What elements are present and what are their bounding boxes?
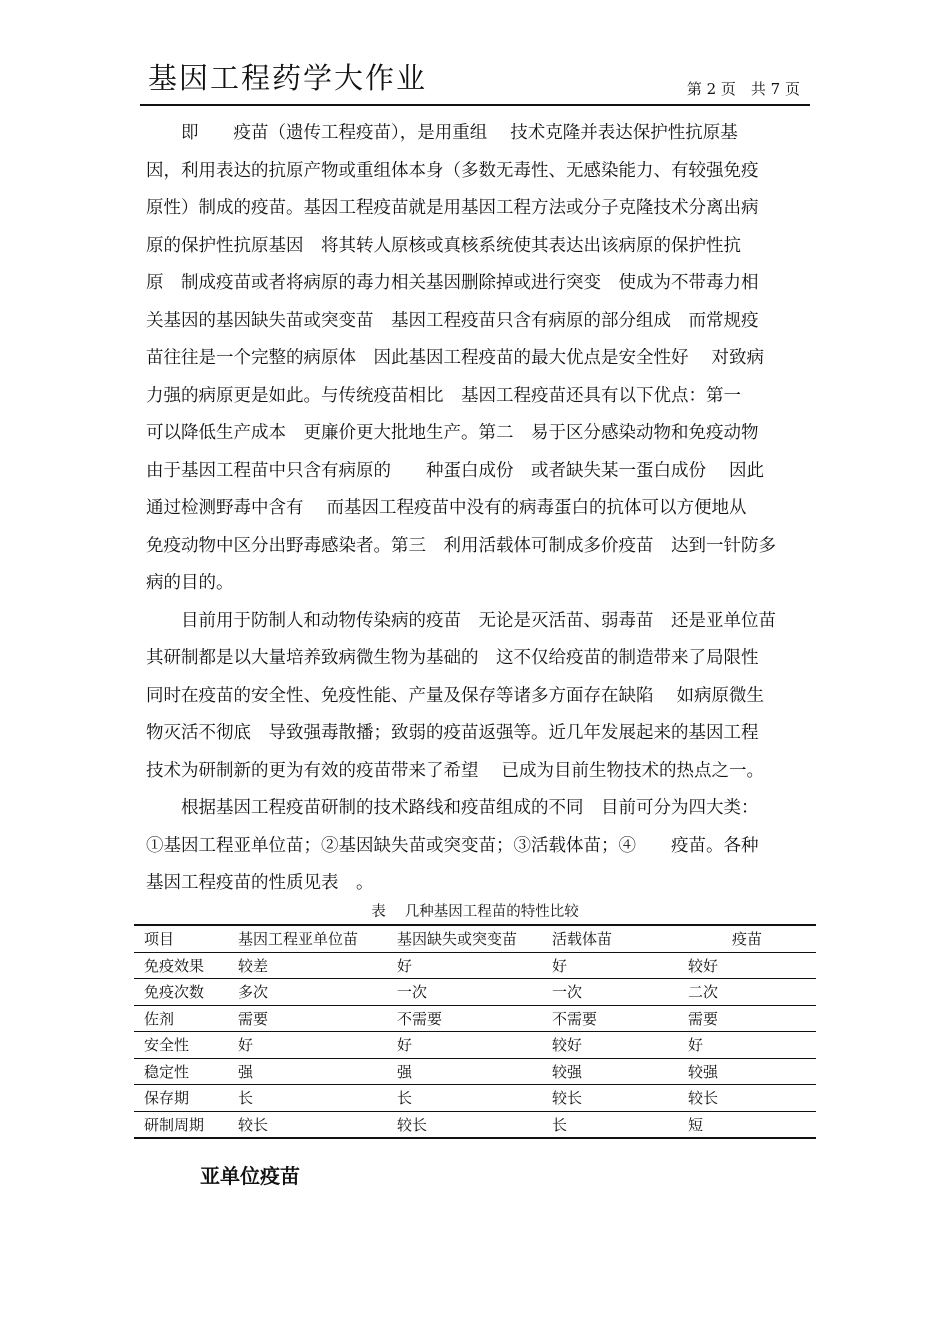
column-header: 基因缺失或突变苗 [387,925,542,952]
table-row [134,979,816,1006]
text-line: 通过检测野毒中含有 而基因工程疫苗中没有的病毒蛋白的抗体可以方便地从 [146,498,747,518]
table-cell: 短 [678,1111,816,1138]
section-heading: 亚单位疫苗 [200,1164,300,1188]
text-line: 原 制成疫苗或者将病原的毒力相关基因删除掉或进行突变 使成为不带毒力相 [146,273,759,293]
table-cell: 长 [228,1085,387,1112]
table-cell: 需要 [228,1005,387,1032]
text-line: 物灭活不彻底 导致强毒散播；致弱的疫苗返强等。近几年发展起来的基因工程 [146,723,759,743]
table-row [134,1111,816,1138]
table-cell: 安全性 [134,1032,228,1059]
table-cell: 二次 [678,979,816,1006]
table-cell: 多次 [228,979,387,1006]
table-cell: 免疫效果 [134,952,228,979]
text-line: 原的保护性抗原基因 将其转人原核或真核系统使其表达出该病原的保护性抗 [146,235,741,256]
text-line: 目前用于防制人和动物传染病的疫苗 无论是灭活苗、弱毒苗 还是亚单位苗 [146,610,776,631]
page-indicator: 第 2 页 共 7 页 [686,80,800,98]
table-cell: 一次 [542,979,678,1006]
column-header: 疫苗 [678,925,816,952]
column-header: 活载体苗 [542,925,678,952]
text-line: 根据基因工程疫苗研制的技术路线和疫苗组成的不同 目前可分为四大类： [146,798,759,818]
table-cell: 好 [387,1032,542,1059]
document-title: 基因工程药学大作业 [148,61,428,95]
table-cell: 较长 [678,1085,816,1112]
table-cell: 一次 [387,979,542,1006]
table-cell: 长 [387,1085,542,1112]
table-row [134,1032,816,1059]
table-cell: 不需要 [387,1005,542,1032]
column-header: 项目 [134,925,228,952]
table-cell: 较长 [542,1085,678,1112]
table-cell: 佐剂 [134,1005,228,1032]
table-cell: 较强 [678,1058,816,1085]
text-line: 关基因的基因缺失苗或突变苗 基因工程疫苗只含有病原的部分组成 而常规疫 [146,310,759,331]
text-line: 由于基因工程苗中只含有病原的 种蛋白成份 或者缺失某一蛋白成份 因此 [146,460,765,481]
table-cell: 需要 [678,1005,816,1032]
table-cell: 较长 [228,1111,387,1138]
table-cell: 好 [387,952,542,979]
body-text [146,115,814,903]
table-row [134,1085,816,1112]
text-line: 基因工程疫苗的性质见表 。 [146,873,374,893]
text-line: 即 疫苗（遗传工程疫苗），是用重组 技术克隆并表达保护性抗原基 [146,123,738,143]
vaccine-comparison-table [134,924,816,1139]
table-cell: 强 [228,1058,387,1085]
text-line: 力强的病原更是如此。与传统疫苗相比 基因工程疫苗还具有以下优点：第一 [146,385,741,406]
table-row [134,1058,816,1085]
table-row [134,952,816,979]
table-cell: 免疫次数 [134,979,228,1006]
text-line: 原性）制成的疫苗。基因工程疫苗就是用基因工程方法或分子克隆技术分离出病 [146,198,759,218]
text-line: 其研制都是以大量培养致病微生物为基础的 这不仅给疫苗的制造带来了局限性 [146,648,759,668]
table-cell: 稳定性 [134,1058,228,1085]
column-header: 基因工程亚单位苗 [228,925,387,952]
text-line: 因，利用表达的抗原产物或重组体本身（多数无毒性、无感染能力、有较强免疫 [146,160,759,181]
text-line: ①基因工程亚单位苗；②基因缺失苗或突变苗；③活载体苗；④ 疫苗。各种 [146,835,759,856]
text-line: 病的目的。 [146,573,234,593]
text-line: 免疫动物中区分出野毒感染者。第三 利用活载体可制成多价疫苗 达到一针防多 [146,535,776,556]
table-cell: 长 [542,1111,678,1138]
table-cell: 好 [228,1032,387,1059]
text-line: 技术为研制新的更为有效的疫苗带来了希望 已成为目前生物技术的热点之一。 [146,760,765,781]
table-caption: 表 几种基因工程苗的特性比较 [371,904,579,920]
table-cell: 强 [387,1058,542,1085]
table-cell: 研制周期 [134,1111,228,1138]
table-cell: 好 [678,1032,816,1059]
table-cell: 较长 [387,1111,542,1138]
table-cell: 较差 [228,952,387,979]
table-cell: 保存期 [134,1085,228,1112]
text-line: 同时在疫苗的安全性、免疫性能、产量及保存等诸多方面存在缺陷 如病原微生 [146,685,765,706]
table-row [134,1005,816,1032]
table-cell: 不需要 [542,1005,678,1032]
header-divider [140,104,810,106]
table-cell: 较好 [678,952,816,979]
table-cell: 好 [542,952,678,979]
text-line: 苗往往是一个完整的病原体 因此基因工程疫苗的最大优点是安全性好 对致病 [146,348,765,368]
table-cell: 较强 [542,1058,678,1085]
text-line: 可以降低生产成本 更廉价更大批地生产。第二 易于区分感染动物和免疫动物 [146,423,759,443]
table-cell: 较好 [542,1032,678,1059]
table-header-row [134,925,816,952]
